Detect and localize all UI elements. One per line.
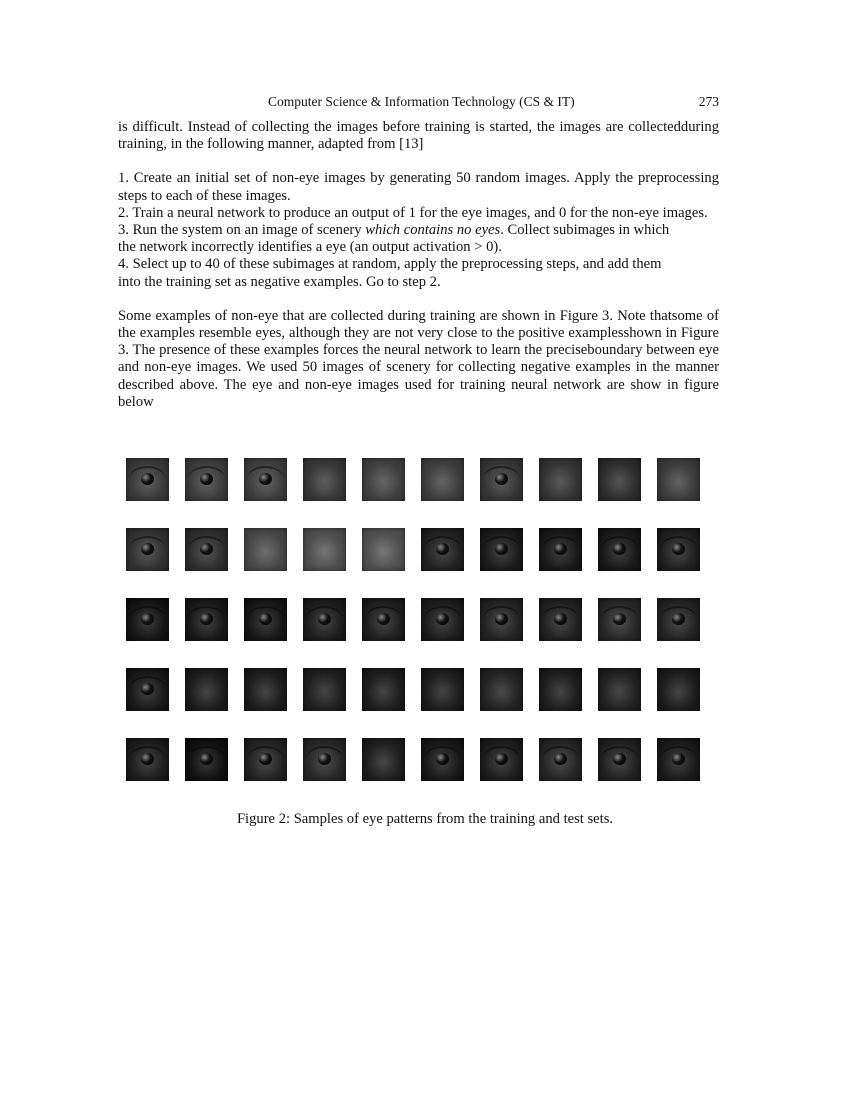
pupil-shape — [613, 613, 626, 625]
pupil-shape — [613, 543, 626, 555]
pupil-shape — [141, 543, 154, 555]
eye-patch-image — [303, 528, 346, 571]
eye-patch-image — [185, 668, 228, 711]
pupil-shape — [554, 613, 567, 625]
step-4-line1: 4. Select up to 40 of these subimages at random, apply the preprocessing steps, and add them — [118, 256, 662, 273]
eye-patch-image — [303, 598, 346, 641]
pupil-shape — [200, 753, 213, 765]
eye-patch-image — [598, 738, 641, 781]
eye-patch-image — [362, 528, 405, 571]
eye-patch-image — [480, 458, 523, 501]
step-3-suffix: . Collect subimages in which — [500, 222, 670, 239]
eye-patch-image — [185, 738, 228, 781]
eye-patch-image — [421, 528, 464, 571]
eye-patch-image — [539, 528, 582, 571]
eye-patch-image — [539, 668, 582, 711]
paragraph-intro: is difficult. Instead of collecting the images before training is started, the images are collectedduring training, in the following manner, adapted from [13] — [118, 119, 719, 153]
eye-patch-image — [185, 528, 228, 571]
eye-patch-image — [598, 528, 641, 571]
eye-patch-image — [539, 738, 582, 781]
step-3-text: 3. Run the system on an image of scenery — [118, 222, 366, 239]
eye-patch-image — [657, 738, 700, 781]
step-1: 1. Create an initial set of non-eye images by generating 50 random images. Apply the preprocessing steps to each of these images. — [118, 170, 719, 204]
pupil-shape — [495, 543, 508, 555]
pupil-shape — [495, 753, 508, 765]
pupil-shape — [377, 613, 390, 625]
eye-patch-image — [539, 598, 582, 641]
pupil-shape — [141, 473, 154, 485]
pupil-shape — [200, 473, 213, 485]
step-4-line2: into the training set as negative examples. Go to step 2. — [118, 273, 441, 290]
eye-patch-image — [244, 668, 287, 711]
eye-patch-image — [244, 738, 287, 781]
eye-patch-image — [303, 458, 346, 501]
paragraph-negative-examples: Some examples of non-eye that are collected during training are shown in Figure 3. Note thatsome of the examples resemble eyes, although they are not very close to the positive examplesshown in Figure 3. The presence of these examples forces the neural network to learn the preciseboundary between eye and non-eye images. We used 50 images of scenery for collecting negative examples in the manner described above. The eye and non-eye images used for training neural network are show in figure below — [118, 307, 719, 410]
pupil-shape — [259, 753, 272, 765]
eye-patch-image — [362, 668, 405, 711]
eye-patch-image — [598, 598, 641, 641]
eye-patch-image — [126, 738, 169, 781]
eye-patch-image — [657, 458, 700, 501]
pupil-shape — [141, 613, 154, 625]
pupil-shape — [672, 543, 685, 555]
running-header — [118, 94, 719, 112]
pupil-shape — [141, 753, 154, 765]
eye-patch-image — [421, 668, 464, 711]
pupil-shape — [495, 613, 508, 625]
pupil-shape — [200, 543, 213, 555]
pupil-shape — [141, 683, 154, 695]
step-3-line2: the network incorrectly identifies a eye (an output activation > 0). — [118, 239, 502, 256]
eye-patch-image — [421, 598, 464, 641]
eye-patch-image — [598, 668, 641, 711]
pupil-shape — [554, 543, 567, 555]
step-4 — [118, 256, 719, 290]
eye-patch-image — [539, 458, 582, 501]
eye-patch-image — [480, 738, 523, 781]
page-number: 273 — [698, 94, 719, 109]
eye-patch-grid — [126, 458, 704, 781]
pupil-shape — [672, 613, 685, 625]
eye-samples-figure — [126, 458, 704, 785]
eye-patch-image — [657, 598, 700, 641]
eye-patch-image — [244, 598, 287, 641]
pupil-shape — [495, 473, 508, 485]
eye-patch-image — [657, 668, 700, 711]
pupil-shape — [613, 753, 626, 765]
eye-patch-image — [244, 458, 287, 501]
eye-patch-image — [126, 668, 169, 711]
pupil-shape — [318, 613, 331, 625]
figure-caption: Figure 2: Samples of eye patterns from the training and test sets. — [236, 811, 614, 827]
eye-patch-image — [421, 458, 464, 501]
eye-patch-image — [421, 738, 464, 781]
eye-patch-image — [126, 528, 169, 571]
article-body — [118, 119, 719, 411]
pupil-shape — [436, 543, 449, 555]
eye-patch-image — [480, 598, 523, 641]
eye-patch-image — [126, 598, 169, 641]
eye-patch-image — [480, 668, 523, 711]
eye-patch-image — [480, 528, 523, 571]
journal-title: Computer Science & Information Technology (CS & IT) — [268, 94, 575, 109]
eye-patch-image — [126, 458, 169, 501]
eye-patch-image — [598, 458, 641, 501]
pupil-shape — [554, 753, 567, 765]
eye-patch-image — [303, 738, 346, 781]
pupil-shape — [259, 473, 272, 485]
step-3 — [118, 222, 719, 256]
step-3-emphasis: which contains no eyes — [365, 222, 501, 239]
eye-patch-image — [185, 458, 228, 501]
pupil-shape — [318, 753, 331, 765]
pupil-shape — [259, 613, 272, 625]
eye-patch-image — [362, 458, 405, 501]
eye-patch-image — [362, 738, 405, 781]
eye-patch-image — [657, 528, 700, 571]
eye-patch-image — [303, 668, 346, 711]
pupil-shape — [436, 613, 449, 625]
pupil-shape — [200, 613, 213, 625]
step-2: 2. Train a neural network to produce an output of 1 for the eye images, and 0 for the non-eye images. — [118, 204, 708, 221]
pupil-shape — [436, 753, 449, 765]
pupil-shape — [672, 753, 685, 765]
eye-patch-image — [362, 598, 405, 641]
eye-patch-image — [185, 598, 228, 641]
eye-patch-image — [244, 528, 287, 571]
